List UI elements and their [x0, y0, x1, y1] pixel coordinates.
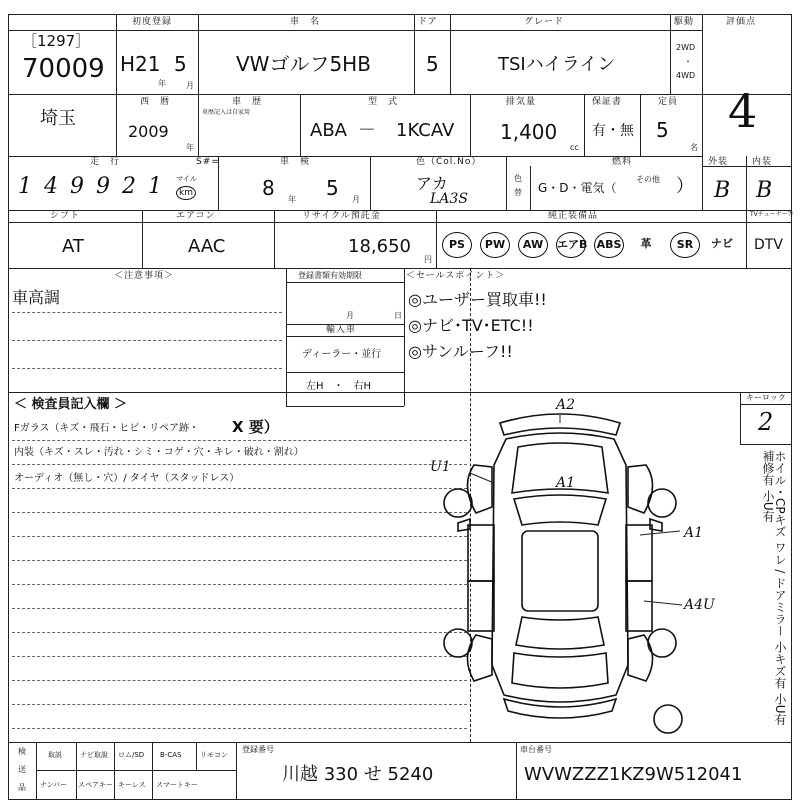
ac-label: エアコン [176, 211, 216, 221]
recycle-label: リサイクル預託金 [302, 211, 381, 221]
equipment-item: ナビ [711, 237, 733, 250]
mileage-label: 走 行 [90, 157, 121, 167]
mileage-digit: 2 [122, 174, 136, 199]
first-reg-label: 初度登録 [132, 17, 173, 27]
mileage-digit: 4 [44, 174, 58, 199]
spare-tire [654, 705, 682, 733]
inspector-line-1: Fガラス（キズ・飛石・ヒビ・リペア跡・ [14, 423, 200, 434]
equipment-label: 純正装備品 [548, 211, 599, 221]
color-label: 色（Col.No） [416, 157, 482, 167]
equipment-item: AW [518, 232, 548, 258]
mark-a2: A2 [556, 397, 576, 413]
sales-point-3: ◎サンルーフ!! [408, 342, 513, 361]
exterior-label: 外装 [708, 157, 729, 167]
km-sign-label: S#= [196, 157, 220, 167]
left-rear-fender [467, 635, 492, 681]
grade-value: TSIハイライン [498, 54, 616, 75]
type-dash: － [358, 120, 376, 141]
right-rear-wheel [648, 629, 676, 657]
footer-item-manual: 取説 [48, 751, 62, 759]
inspection-month-unit: 月 [352, 195, 360, 204]
footer-item-navi-manual: ナビ取說 [80, 751, 108, 759]
windshield [514, 495, 606, 525]
shift-label: シフト [50, 211, 81, 221]
right-front-wheel [648, 489, 676, 517]
left-front-door [468, 525, 494, 581]
year-value: 2009 [128, 122, 169, 141]
score-label: 評価点 [726, 17, 757, 27]
right-front-door [626, 525, 652, 581]
type-prefix: ABA [310, 120, 347, 141]
footer-item-remote: リモコン [200, 751, 228, 759]
left-front-wheel [444, 489, 472, 517]
history-label: 車 歴 [232, 97, 263, 107]
model-name: VWゴルフ5HB [236, 52, 371, 76]
fuel-close: ） [676, 176, 694, 197]
inspector-line-3: オーディオ（無し・穴）/ タイヤ（スタッドレス） [14, 473, 240, 484]
color-code: LA3S [430, 191, 468, 207]
footer-item-rom: ロム/SD [118, 751, 145, 759]
interior-value: B [756, 178, 773, 203]
footer-item-bcas: B-CAS [160, 751, 182, 759]
keylock-label: キーロック [746, 393, 786, 402]
drive-label: 駆動 [674, 17, 695, 27]
score-value: 4 [728, 84, 758, 138]
mileage-digit: 1 [148, 174, 162, 199]
shift-value: AT [62, 236, 84, 257]
deadline-month: 月 [346, 311, 354, 320]
left-rear-door [468, 581, 494, 631]
import-dealer: ディーラー・並行 [302, 349, 382, 360]
equipment-item: ABS [594, 232, 624, 258]
month-unit: 月 [186, 81, 194, 90]
warranty-label: 保証書 [592, 97, 623, 107]
car-diagram [430, 395, 690, 740]
year-unit-2: 年 [186, 143, 194, 152]
region: 埼玉 [40, 108, 76, 129]
mileage-digit: 9 [70, 174, 84, 199]
capacity-value: 5 [656, 118, 669, 142]
check-label-3: 品 [18, 783, 26, 792]
ac-value: AAC [188, 236, 226, 257]
inspection-year: 8 [262, 176, 275, 200]
mark-a1-door: A1 [684, 525, 704, 541]
mark-a4u: A4U [684, 597, 715, 613]
history-note: 車歴記入は自家用 [202, 109, 251, 116]
equipment-item: 革 [640, 237, 652, 250]
mileage-digit: 9 [96, 174, 110, 199]
inspector-line-2: 内装（キズ・スレ・汚れ・シミ・コゲ・穴・キレ・破れ・割れ） [14, 447, 304, 458]
displacement-value: 1,400 [500, 120, 558, 144]
plate-label: 登録番号 [242, 745, 274, 754]
fuel-value: G・D・電気（ [538, 181, 617, 195]
year-unit: 年 [158, 79, 166, 88]
drive-2wd: 2WD [676, 43, 696, 52]
model-label: 車 名 [290, 17, 321, 27]
sales-point-1: ◎ユーザー買取車!! [408, 290, 547, 309]
footer-item-spare-key: スペアキー [78, 781, 113, 789]
type-label: 型 式 [368, 97, 399, 107]
sales-label: ＜セールスポイント＞ [406, 271, 506, 281]
mile-label: マイル [176, 175, 197, 183]
check-label-1: 検 [18, 747, 26, 756]
right-rear-door [626, 581, 652, 631]
rear-window [516, 617, 604, 649]
footer-item-keyless: キーレス [118, 781, 146, 789]
cc-unit: cc [570, 143, 579, 152]
drive-dot: ・ [684, 57, 692, 66]
doors-value: 5 [426, 52, 439, 76]
chassis-value: WVWZZZ1KZ9W512041 [524, 764, 743, 785]
lot-bracket: ［1297］ [22, 32, 91, 50]
warranty-value: 有・無 [592, 123, 634, 139]
mark-a1-hood: A1 [556, 475, 576, 491]
inspection-month: 5 [326, 176, 339, 200]
km-unit: km [176, 186, 196, 200]
equipment-item: SR [670, 232, 700, 258]
tv-value: DTV [754, 237, 783, 253]
caution-label: ＜注意事項＞ [114, 271, 175, 281]
tv-label: TVチューナー等 [750, 211, 794, 218]
recycle-value: 18,650 [348, 236, 411, 257]
caution-text: 車高調 [12, 288, 61, 307]
equipment-item: PW [480, 232, 510, 258]
type-code: 1KCAV [396, 120, 455, 141]
year-label: 西 暦 [140, 97, 171, 107]
interior-label: 内装 [752, 157, 773, 167]
footer-item-number: ナンバー [40, 781, 68, 789]
first-reg-era: H21 [120, 52, 161, 76]
first-reg-month: 5 [174, 52, 187, 76]
paint-label: 色替 [514, 174, 522, 197]
yen-unit: 円 [424, 255, 432, 264]
fuel-label: 燃料 [612, 157, 633, 167]
check-label-2: 送 [18, 765, 26, 774]
capacity-label: 定員 [658, 97, 679, 107]
mileage-digit: 1 [18, 174, 32, 199]
car-body [492, 433, 628, 702]
person-unit: 名 [690, 143, 698, 152]
inspection-label: 車 検 [280, 157, 311, 167]
fuel-other: その他 [636, 175, 660, 184]
import-label: 輸入車 [326, 325, 357, 335]
inspector-line-1-mark: X 要） [232, 418, 279, 436]
deadline-label: 登録書類有効期限 [298, 271, 362, 280]
mark-u1: U1 [430, 459, 451, 475]
sales-point-2: ◎ナビ･TV･ETC!! [408, 316, 534, 335]
chassis-label: 車台番号 [520, 745, 552, 754]
drive-4wd: 4WD [676, 71, 696, 80]
grade-label: グレード [524, 17, 565, 27]
right-rear-fender [628, 635, 653, 681]
deadline-day: 日 [394, 311, 402, 320]
inspector-title: ＜ 検査員記入欄 ＞ [14, 397, 128, 412]
equipment-item: エアB [556, 232, 586, 258]
equipment-item: PS [442, 232, 472, 258]
roof [522, 531, 598, 611]
color-value: アカ [416, 174, 448, 193]
displacement-label: 排気量 [506, 97, 537, 107]
steering: 左H ・ 右H [306, 381, 372, 392]
left-rear-wheel [444, 629, 472, 657]
footer-item-smart-key: スマートキー [156, 781, 198, 789]
inspection-year-unit: 年 [288, 195, 296, 204]
lot-number: 70009 [22, 54, 105, 84]
keylock-mark: 2 [758, 408, 774, 436]
side-note: ホイル・CPキズ ワレ / ドアミラー 小キズ有 小U有 補修有 小U有 [761, 450, 787, 726]
doors-label: ドア [418, 17, 438, 27]
exterior-value: B [714, 178, 731, 203]
trunk [512, 653, 608, 688]
plate-value: 川越 330 せ 5240 [282, 764, 434, 785]
